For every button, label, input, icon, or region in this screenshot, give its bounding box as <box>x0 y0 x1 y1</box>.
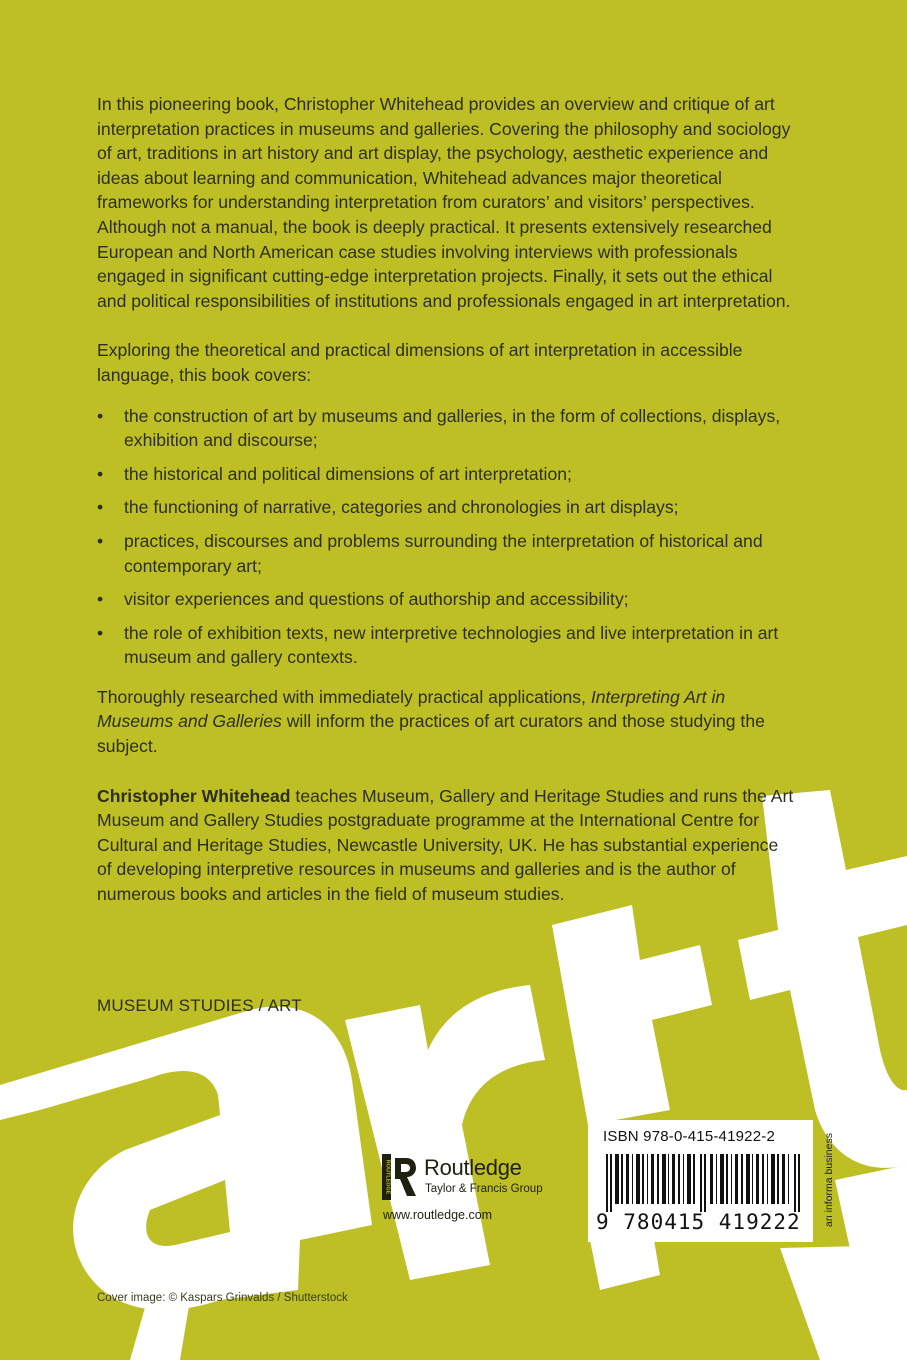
barcode <box>588 1120 813 1242</box>
book-title: Interpreting Art in Museums and Galleries <box>97 686 726 732</box>
routledge-logo-icon <box>382 1154 418 1200</box>
list-item: • practices, discourses and problems surrounding the interpretation of historical and contemporary art; <box>97 529 797 578</box>
barcode-number: 9 780415 419222 <box>596 1210 801 1234</box>
intro-paragraph: In this pioneering book, Christopher Whitehead provides an overview and critique of art interpretation practices in museums and galleries. Covering the philosophy and sociology of art, traditions in art history and art display, the psychology, aesthetic experience and ideas about learning and communication, Whitehead advances major theoretical frameworks for understanding interpretation from curators’ and visitors’ perspectives. Although not a manual, the book is deeply practical. It presents extensively researched European and North American case studies involving interviews with professionals engaged in significant cutting-edge interpretation projects. Finally, it sets out the ethical and political responsibilities of institutions and professionals engaged in art interpretation. <box>97 94 791 311</box>
logo-text: ROUTLEDGE <box>384 1159 391 1195</box>
covers-paragraph: Exploring the theoretical and practical dimensions of art interpretation in accessible language, this book covers: <box>97 340 743 385</box>
subject-category: MUSEUM STUDIES / ART <box>97 996 302 1015</box>
list-item: • the role of exhibition texts, new interpretive technologies and live interpretation in art museum and gallery contexts. <box>97 621 797 670</box>
informa-tagline: an informa business <box>823 1133 835 1227</box>
list-item: • the historical and political dimensions of art interpretation; <box>97 462 797 487</box>
list-item: • visitor experiences and questions of authorship and accessibility; <box>97 587 797 612</box>
publisher-url: www.routledge.com <box>383 1208 493 1222</box>
publisher-block <box>382 1150 582 1230</box>
isbn-label: ISBN 978-0-415-41922-2 <box>603 1128 776 1145</box>
barcode-bars <box>606 1154 802 1212</box>
publisher-name: Routledge <box>424 1155 522 1180</box>
publisher-group: Taylor & Francis Group <box>425 1183 543 1195</box>
summary-paragraph: Thoroughly researched with immediately practical applications, Interpreting Art in Museums and Galleries will inform the practices of art curators and those studying the subject. <box>97 686 765 757</box>
cover-image-credit: Cover image: © Kaspars Grinvalds / Shutterstock <box>97 1292 348 1304</box>
author-bio: Christopher Whitehead teaches Museum, Gallery and Heritage Studies and runs the Art Museum and Gallery Studies postgraduate programme at the International Centre for Cultural and Heritage Studies, Newcastle University, UK. He has substantial experience of developing interpretive resources in museums and galleries and is the author of numerous books and articles in the field of museum studies. <box>97 785 794 905</box>
author-name: Christopher Whitehead <box>97 785 291 806</box>
blurb <box>97 92 797 907</box>
list-item: • the construction of art by museums and galleries, in the form of collections, displays, exhibition and discourse; <box>97 404 797 453</box>
list-item: • the functioning of narrative, categories and chronologies in art displays; <box>97 495 797 520</box>
topic-list <box>97 404 797 670</box>
